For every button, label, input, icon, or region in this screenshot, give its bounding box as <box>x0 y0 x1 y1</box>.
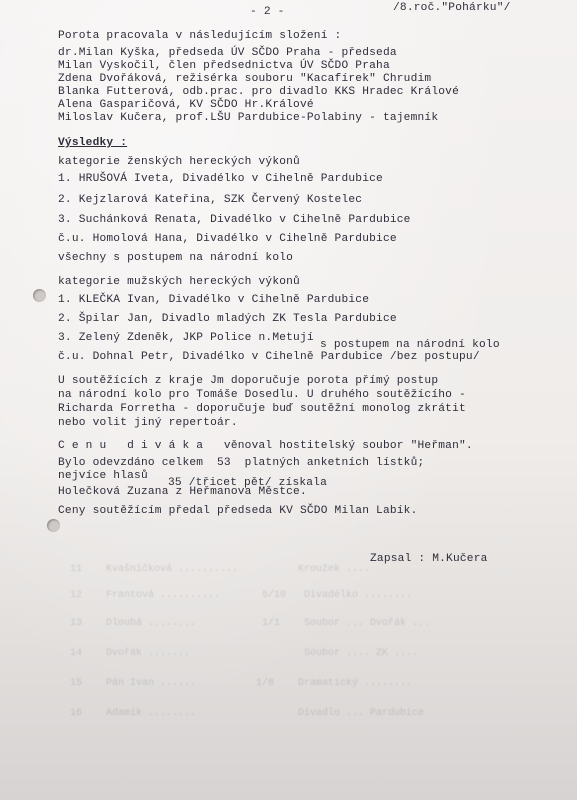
text-line: 35 /třicet pět/ získala <box>168 477 328 489</box>
text-line: U soutěžících z kraje Jm doporučuje porota přímý postup <box>58 375 439 387</box>
text-line: nebo volit jiný repertoár. <box>58 417 238 429</box>
text-line: Milan Vyskočil, člen předsednictva ÚV SČDO Praha <box>58 60 390 72</box>
text-line: Porota pracovala v následujícím složení : <box>58 30 342 42</box>
text-line: s postupem na národní kolo <box>320 339 500 351</box>
punch-hole-top <box>33 289 46 302</box>
text-line: Zapsal : M.Kučera <box>370 553 488 565</box>
text-line: 1. HRUŠOVÁ Iveta, Divadélko v Cihelně Pardubice <box>58 173 383 185</box>
document-reference: /8.roč."Pohárku"/ <box>393 2 511 14</box>
text-line: na národní kolo pro Tomáše Dosedlu. U druhého soutěžícího - <box>58 389 466 401</box>
text-line: kategorie ženských hereckých výkonů <box>58 156 300 168</box>
text-line: Holečková Zuzana z Heřmanova Městce. <box>58 486 307 498</box>
text-line: nejvíce hlasů <box>58 470 148 482</box>
text-line: 3. Suchánková Renata, Divadélko v Cihelně Pardubice <box>58 214 411 226</box>
text-line: Alena Gasparičová, KV SČDO Hr.Králové <box>58 99 314 111</box>
text-line: Ceny soutěžícím předal předseda KV SČDO Milan Labík. <box>58 505 418 517</box>
text-line: 1. KLEČKA Ivan, Divadélko v Cihelně Pardubice <box>58 294 370 306</box>
text-line: Výsledky : <box>58 137 128 149</box>
bleed-through-text: 11 Kvašničková .......... Kroužek .... 12 Frantová .......... 5/10 Divadélko ........ 13 Dlouhá ........ 1/1 Soubor ... Dvořák ... 14 Dvořák ....... Soubor .... ZK .... 15 Pán Ivan ...... 1/8 Dramatický ........ 16 Adamík ........ Divadlo ... Pardubice <box>70 564 431 719</box>
text-line: Bylo odevzdáno celkem 53 platných anketních lístků; <box>58 457 425 469</box>
text-line: č.u. Homolová Hana, Divadélko v Cihelně Pardubice <box>58 233 397 245</box>
text-line: C e n u d i v á k a věnoval hostitelský soubor "Heřman". <box>58 440 473 452</box>
text-line: Richarda Forretha - doporučuje buď soutěžní monolog zkrátit <box>58 403 466 415</box>
text-line: 2. Kejzlarová Kateřina, SZK Červený Kostelec <box>58 194 363 206</box>
text-line: č.u. Dohnal Petr, Divadélko v Cihelně Pardubice /bez postupu/ <box>58 351 480 363</box>
page-number: - 2 - <box>250 6 285 18</box>
punch-hole-bottom <box>47 519 60 532</box>
text-line: 3. Zelený Zdeněk, JKP Police n.Metují <box>58 332 314 344</box>
text-line: 2. Špilar Jan, Divadlo mladých ZK Tesla Pardubice <box>58 313 397 325</box>
text-line: Zdena Dvořáková, režisérka souboru "Kacafírek" Chrudim <box>58 73 432 85</box>
text-line: kategorie mužských hereckých výkonů <box>58 276 300 288</box>
text-line: dr.Milan Kyška, předseda ÚV SČDO Praha - předseda <box>58 47 397 59</box>
text-line: všechny s postupem na národní kolo <box>58 252 294 264</box>
text-line: Miloslav Kučera, prof.LŠU Pardubice-Polabiny - tajemník <box>58 112 439 124</box>
text-line: Blanka Futterová, odb.prac. pro divadlo KKS Hradec Králové <box>58 86 459 98</box>
